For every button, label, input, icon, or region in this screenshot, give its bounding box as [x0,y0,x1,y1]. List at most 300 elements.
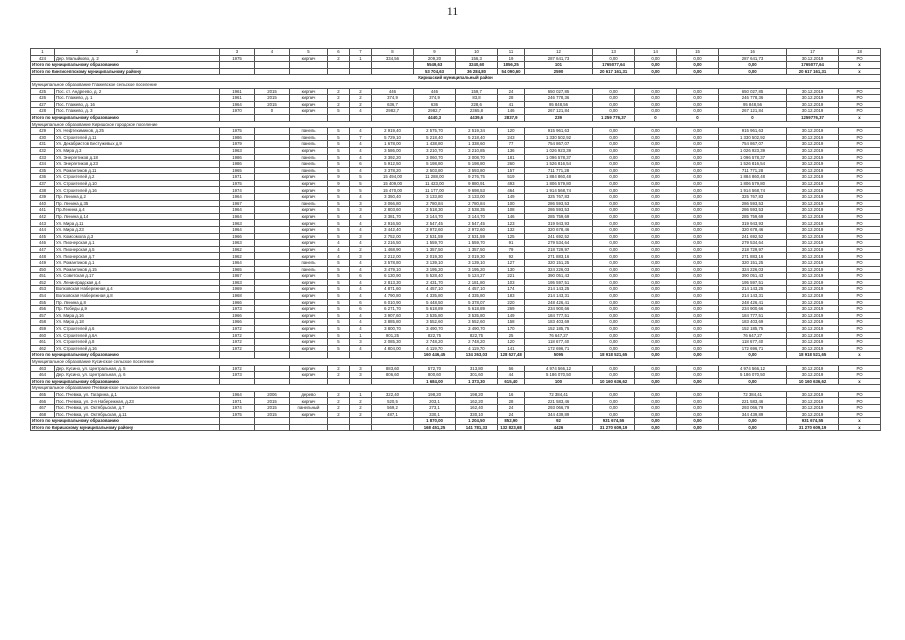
data-cell: 0,00 [635,88,677,95]
data-cell: 313,80 [456,365,498,372]
data-cell: 4 457,10 [414,286,456,293]
data-cell: 1 [350,55,372,62]
data-cell: кирпич [290,108,328,115]
address-cell: Ул. Строителей д.16 [55,345,220,352]
total-label: Итого по муниципальному образованию [31,418,220,425]
data-cell: 16 [498,391,525,398]
total-label: Итого по муниципальному образованию [31,378,220,385]
data-cell: 28 [498,95,525,102]
data-cell: 0,00 [677,213,719,220]
total-cell: 239 [525,114,593,121]
address-cell: Ул. Романтиков д.11 [55,167,220,174]
data-cell: 1965 [220,167,255,174]
data-cell: 1964 [220,194,255,201]
total-cell: 1 259 776,37 [593,114,635,121]
address-cell: Ул. Комсомола д.3 [55,233,220,240]
total-cell: 0 [677,114,719,121]
total-cell [350,114,372,121]
total-cell [220,114,255,121]
total-cell [328,418,350,425]
total-cell: 54 090,60 [498,68,525,75]
total-cell [220,418,255,425]
data-cell: 320 151,25 [719,260,787,267]
data-cell: 2 431,70 [414,279,456,286]
total-row [31,352,881,359]
data-cell: 468 [31,411,55,418]
data-cell: 170 [498,325,525,332]
data-cell: 325 767,83 [719,194,787,201]
data-cell: 30.12.2019 [787,141,839,148]
house-row [31,339,881,346]
data-cell: 711 771,28 [525,167,593,174]
house-row [31,141,881,148]
data-cell [255,246,290,253]
data-cell: 218 729,97 [525,246,593,253]
total-cell: 31 270 609,19 [593,424,635,431]
data-cell: 0,00 [677,207,719,214]
data-cell: 0,00 [593,194,635,201]
data-cell: 2 780,84 [414,200,456,207]
column-number: 12 [525,49,593,56]
data-cell: 246 778,36 [525,95,593,102]
total-cell [290,352,328,359]
data-cell: кирпич [290,253,328,260]
data-cell: 30.12.2019 [787,391,839,398]
data-cell: 0,00 [635,306,677,313]
data-cell: 0,00 [677,174,719,181]
data-cell: 287 641,73 [525,55,593,62]
data-cell: 157 [498,167,525,174]
data-cell: 2 972,60 [414,227,456,234]
data-cell: 30.12.2019 [787,213,839,220]
data-cell [255,213,290,220]
total-cell [372,424,414,431]
data-cell: 19 [498,55,525,62]
data-cell: 24 [498,88,525,95]
data-cell: 1962 [220,246,255,253]
data-cell: 6 130,90 [372,273,414,280]
data-cell: панель [290,167,328,174]
data-cell: 41 [498,101,525,108]
data-cell: 228,6 [456,101,498,108]
data-cell: 711 771,28 [719,167,787,174]
data-cell: 444 [31,227,55,234]
data-cell: 461 [31,339,55,346]
data-cell: 5 [328,154,350,161]
data-cell: 30.12.2019 [787,101,839,108]
address-cell: Волховская Набережная д.4 [55,286,220,293]
total-cell: 4439,6 [456,114,498,121]
column-number: 2 [55,49,220,56]
total-cell: x [839,114,881,121]
data-cell [255,207,290,214]
data-cell: 130 [498,266,525,273]
data-cell: 1963 [220,279,255,286]
data-cell: 3 535,80 [414,312,456,319]
column-number: 3 [220,49,255,56]
data-cell: 2365,8 [456,108,498,115]
data-cell: 3 195,20 [456,266,498,273]
data-cell: 285 759,69 [719,213,787,220]
data-cell: 901,25 [372,332,414,339]
data-cell: 123 [498,220,525,227]
data-cell: 1966 [220,299,255,306]
data-cell: 271 883,16 [719,253,787,260]
data-cell: 0,00 [635,227,677,234]
data-cell: 0,00 [635,174,677,181]
data-cell: 0,00 [635,147,677,154]
data-cell: 4 [328,240,350,247]
total-cell [220,352,255,359]
data-cell: 198,20 [414,391,456,398]
data-cell: РО [839,233,881,240]
data-cell: 822,75 [456,332,498,339]
data-cell: 1 806 579,80 [719,180,787,187]
data-cell [255,187,290,194]
data-cell: РО [839,167,881,174]
total-cell: x [839,352,881,359]
data-cell: 2 [328,398,350,405]
data-cell: 214 143,31 [719,292,787,299]
data-cell: РО [839,299,881,306]
data-cell: 3 210,85 [456,147,498,154]
data-cell: кирпич [290,306,328,313]
data-cell: 1964 [220,227,255,234]
municipality-heading: Муниципальное образование Киришское городское поселение [31,121,881,128]
data-cell: 221 583,46 [525,398,593,405]
data-cell: 214 143,31 [525,292,593,299]
municipality-heading-row [31,121,881,128]
data-cell: 1 526 816,54 [719,161,787,168]
data-cell: 0,00 [635,246,677,253]
data-cell [255,167,290,174]
data-cell: 30.12.2019 [787,167,839,174]
data-cell: РО [839,95,881,102]
municipality-heading: Муниципальное образование Пчевжинское сельское поселение [31,385,881,392]
data-cell: РО [839,266,881,273]
address-cell: Пос. Глажево, д. 3 [55,108,220,115]
data-cell: 30.12.2019 [787,200,839,207]
data-cell: 159,7 [456,88,498,95]
data-cell: 0,00 [593,174,635,181]
data-cell: 0,00 [635,207,677,214]
data-cell: 172 696,71 [525,345,593,352]
data-cell: 0,00 [635,266,677,273]
data-cell: 1971 [220,398,255,405]
data-cell: 2 503,80 [414,167,456,174]
data-cell: 4 [350,312,372,319]
data-cell: 0,00 [677,108,719,115]
data-cell: 1 526 816,54 [525,161,593,168]
data-cell: 440 [31,200,55,207]
data-cell: 0,00 [635,240,677,247]
address-cell: Пос. Глажево, д. 1 [55,95,220,102]
address-cell: Пос. Глажево, д. 16 [55,101,220,108]
data-cell: 0,00 [635,339,677,346]
column-number: 13 [593,49,635,56]
data-cell: 7 [350,134,372,141]
data-cell: 162,20 [456,398,498,405]
data-cell: 30.12.2019 [787,207,839,214]
total-cell [372,114,414,121]
data-cell: 1967 [220,273,255,280]
data-cell: панель [290,154,328,161]
data-cell: 0,00 [677,286,719,293]
total-cell: 0,00 [635,424,677,431]
data-cell: 30.12.2019 [787,147,839,154]
total-cell [220,68,255,75]
data-cell: 0,00 [635,55,677,62]
data-cell: 118 677,40 [525,339,593,346]
data-cell: 0,00 [635,273,677,280]
data-cell: 183 403,69 [719,319,787,326]
data-cell: 1974 [220,187,255,194]
data-cell: 5 218,40 [456,134,498,141]
data-cell: 0,00 [635,180,677,187]
total-cell [328,352,350,359]
data-cell: 30.12.2019 [787,95,839,102]
data-cell: 425 [31,88,55,95]
data-cell: 1 559,70 [456,240,498,247]
data-cell: панель [290,200,328,207]
address-cell: Пос. ст. Андреево, д. 2 [55,88,220,95]
data-cell [255,161,290,168]
total-cell: 128 527,48 [498,352,525,359]
data-cell: 9 [328,187,350,194]
data-cell: 5 [328,213,350,220]
data-cell: 0,00 [677,88,719,95]
data-cell: 234 900,66 [719,306,787,313]
data-cell: 2 547,45 [456,220,498,227]
data-cell: 5 [328,207,350,214]
total-cell: 5549,63 [414,62,456,69]
house-row [31,213,881,220]
total-cell: 0,00 [677,352,719,359]
total-cell: 0,00 [677,418,719,425]
data-cell: 4 [350,108,372,115]
house-row [31,240,881,247]
data-cell: 4 [350,220,372,227]
total-cell: x [839,62,881,69]
data-cell: кирпич [290,55,328,62]
data-cell: 44 [498,372,525,379]
data-cell: кирпич [290,220,328,227]
house-row [31,207,881,214]
total-cell [255,424,290,431]
data-cell: 136 [498,147,525,154]
data-cell: 4 [350,325,372,332]
data-cell: 2 519,34 [456,128,498,135]
total-cell: 5095 [525,352,593,359]
data-cell: 4 [350,286,372,293]
data-cell: 243 [498,134,525,141]
data-cell: 915 961,63 [719,128,787,135]
total-cell: 3240,60 [456,62,498,69]
total-cell [220,424,255,431]
data-cell [255,319,290,326]
data-cell [255,253,290,260]
data-cell: РО [839,174,881,181]
data-cell: 0,00 [593,200,635,207]
data-cell: 430 [31,134,55,141]
column-number: 18 [839,49,881,56]
data-cell: 431 [31,141,55,148]
data-cell: 424 [31,55,55,62]
data-cell: 456 [31,306,55,313]
data-cell: 0,00 [593,207,635,214]
page-number: 11 [446,4,459,18]
data-cell: 91 [498,240,525,247]
data-cell: 5 378,07 [456,299,498,306]
data-cell: 5 [328,345,350,352]
data-cell: 1 096 578,37 [525,154,593,161]
total-cell: 160 446,45 [414,352,456,359]
data-cell: РО [839,147,881,154]
data-cell [255,227,290,234]
data-cell: 0,00 [593,273,635,280]
data-cell: 439 [31,194,55,201]
data-cell: 184 777,51 [719,312,787,319]
data-cell: 30.12.2019 [787,273,839,280]
data-cell: 4 [350,345,372,352]
total-cell [220,378,255,385]
data-cell: кирпич [290,174,328,181]
data-cell: 0,00 [677,147,719,154]
data-cell: 30.12.2019 [787,227,839,234]
data-cell: 5 218,40 [414,134,456,141]
house-row [31,161,881,168]
total-row [31,424,881,431]
data-cell: 0,00 [593,312,635,319]
data-cell: 3 350,40 [372,194,414,201]
data-cell: 0,00 [677,273,719,280]
data-cell: 5 186 070,50 [719,372,787,379]
data-cell: 806,60 [372,372,414,379]
data-cell: 0,00 [677,187,719,194]
total-cell: 0,00 [677,378,719,385]
column-number: 4 [255,49,290,56]
data-cell: 15 470,00 [372,187,414,194]
data-cell: 1973 [220,306,255,313]
data-cell: 3 133,00 [456,194,498,201]
data-cell: 650 027,85 [719,88,787,95]
data-cell: 152 185,75 [525,325,593,332]
data-cell: 0,00 [635,279,677,286]
total-label: Итого по Кингисеппскому муниципальному району [31,68,220,75]
data-cell: 0,00 [593,55,635,62]
data-cell: 330,10 [456,411,498,418]
data-cell: 2015 [255,405,290,412]
data-cell: 195 597,51 [525,279,593,286]
data-cell: 1967 [220,200,255,207]
data-cell: 319 943,93 [525,220,593,227]
data-cell: 30.12.2019 [787,128,839,135]
data-cell: РО [839,365,881,372]
data-cell: 4 871,60 [372,286,414,293]
data-cell: 487,1 [372,411,414,418]
total-cell: 1765077,64 [787,62,839,69]
data-cell: РО [839,273,881,280]
data-cell: 103 [498,279,525,286]
total-cell: 92 [525,418,593,425]
total-row [31,114,881,121]
address-cell: Ул. Мира д.18 [55,319,220,326]
data-cell: 0,00 [593,411,635,418]
data-cell: 0,00 [593,246,635,253]
data-cell: 92 [498,253,525,260]
house-row [31,187,881,194]
data-cell: 0,00 [593,306,635,313]
data-cell: 1963 [220,220,255,227]
data-cell: 3 442,40 [372,227,414,234]
data-cell: 0,00 [593,292,635,299]
data-cell: кирпич [290,325,328,332]
data-cell: 445 [31,233,55,240]
data-cell: 279 534,64 [525,240,593,247]
capital-repair-register-table [30,48,881,431]
data-cell: 195 597,51 [719,279,787,286]
data-cell: РО [839,372,881,379]
house-row [31,154,881,161]
data-cell: 5 [350,174,372,181]
address-cell: Дер. Кусино, ул. Центральная, д. 6 [55,372,220,379]
data-cell: панель [290,260,328,267]
data-cell: 1968 [220,292,255,299]
data-cell: 5 [328,325,350,332]
data-cell: 464 [498,187,525,194]
house-row [31,128,881,135]
data-cell: 1972 [220,325,255,332]
data-cell: 5 [328,299,350,306]
data-cell: РО [839,161,881,168]
column-number: 16 [719,49,787,56]
data-cell: 455 [31,299,55,306]
data-cell: 2 803,60 [372,207,414,214]
data-cell: 5 [328,273,350,280]
data-cell: 0,00 [677,240,719,247]
total-cell: 0,00 [635,378,677,385]
house-row [31,405,881,412]
data-cell: 2 [328,365,350,372]
data-cell: РО [839,213,881,220]
data-cell: 4 335,80 [414,292,456,299]
total-cell: x [839,424,881,431]
data-cell: 5 618,89 [414,306,456,313]
data-cell: 2 [328,391,350,398]
data-cell: РО [839,227,881,234]
data-cell: 4 [350,240,372,247]
data-cell: 1 806 579,80 [525,180,593,187]
total-cell [372,352,414,359]
data-cell: 156,3 [456,55,498,62]
data-cell: 0,00 [635,220,677,227]
data-cell [255,266,290,273]
data-cell: 4 [350,292,372,299]
data-cell: 1972 [220,339,255,346]
data-cell: кирпич [290,246,328,253]
data-cell: 0,00 [677,325,719,332]
data-cell: 0,00 [677,233,719,240]
data-cell: 0,00 [593,325,635,332]
total-cell: 0,00 [719,68,787,75]
data-cell: РО [839,194,881,201]
data-cell: 454 [31,292,55,299]
total-cell: 31 270 609,19 [787,424,839,431]
data-cell: 3 593,80 [456,167,498,174]
data-cell: РО [839,108,881,115]
data-cell: 152 185,75 [719,325,787,332]
data-cell: 30.12.2019 [787,365,839,372]
